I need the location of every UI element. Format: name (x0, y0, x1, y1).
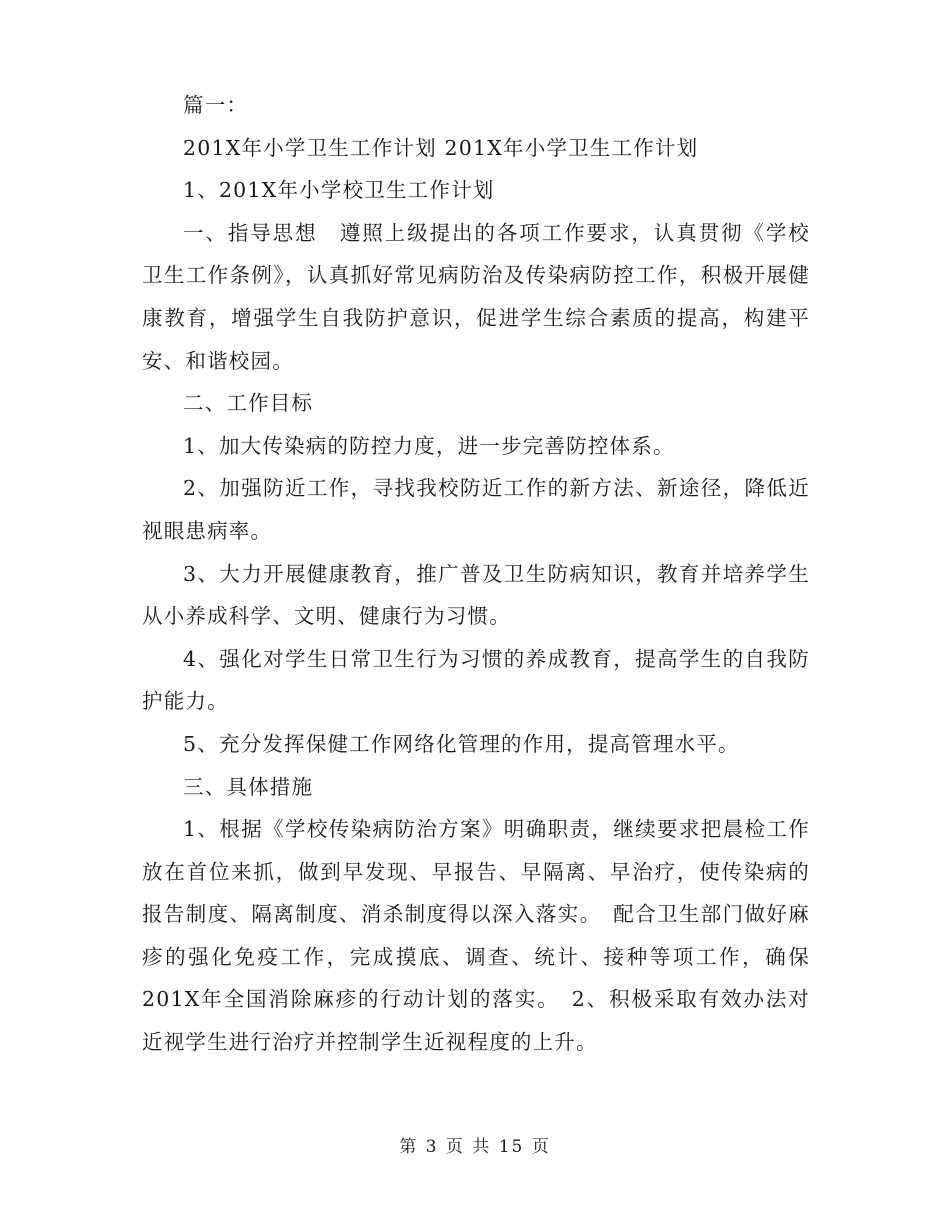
paragraph-goal-1: 1、加大传染病的防控力度，进一步完善防控体系。 (183, 433, 675, 458)
paragraph-measure-1: 1、根据《学校传染病防治方案》明确职责，继续要求把晨检工作放在首位来抓，做到早发现、早报告、早隔离、早治疗，使传染病的报告制度、隔离制度、消杀制度得以深入落实。 配合卫生部门做好麻疹的强化免疫工作，完成摸底、调查、统计、接种等项工作，确保201X年全国消除麻疹的行动计划的落实。 2、积极采取有效办法对近视学生进行治疗并控制学生近视程度的上升。 (142, 817, 810, 1055)
paragraph-plan-title: 1、201X年小学校卫生工作计划 (183, 178, 495, 203)
paragraph-heading-goals: 二、工作目标 (183, 391, 314, 416)
page-number-footer: 第 3 页 共 15 页 (399, 1137, 551, 1157)
paragraph-doc-title: 201X年小学卫生工作计划 201X年小学卫生工作计划 (183, 135, 699, 160)
paragraph-heading-measures: 三、具体措施 (183, 774, 314, 799)
paragraph-guiding-ideology: 一、指导思想 遵照上级提出的各项工作要求，认真贯彻《学校卫生工作条例》，认真抓好常见病防治及传染病防控工作，积极开展健康教育，增强学生自我防护意识，促进学生综合素质的提高，构建平安、和谐校园。 (142, 220, 810, 373)
paragraph-goal-4: 4、强化对学生日常卫生行为习惯的养成教育，提高学生的自我防护能力。 (142, 646, 810, 714)
paragraph-goal-2: 2、加强防近工作，寻找我校防近工作的新方法、新途径，降低近视眼患病率。 (142, 476, 810, 543)
document-body (142, 84, 810, 1064)
paragraph-heading-part-one: 篇一： (183, 93, 249, 117)
paragraph-goal-3: 3、大力开展健康教育，推广普及卫生防病知识，教育并培养学生从小养成科学、文明、健康行为习惯。 (142, 561, 810, 629)
paragraph-goal-5: 5、充分发挥保健工作网络化管理的作用，提高管理水平。 (183, 731, 740, 756)
